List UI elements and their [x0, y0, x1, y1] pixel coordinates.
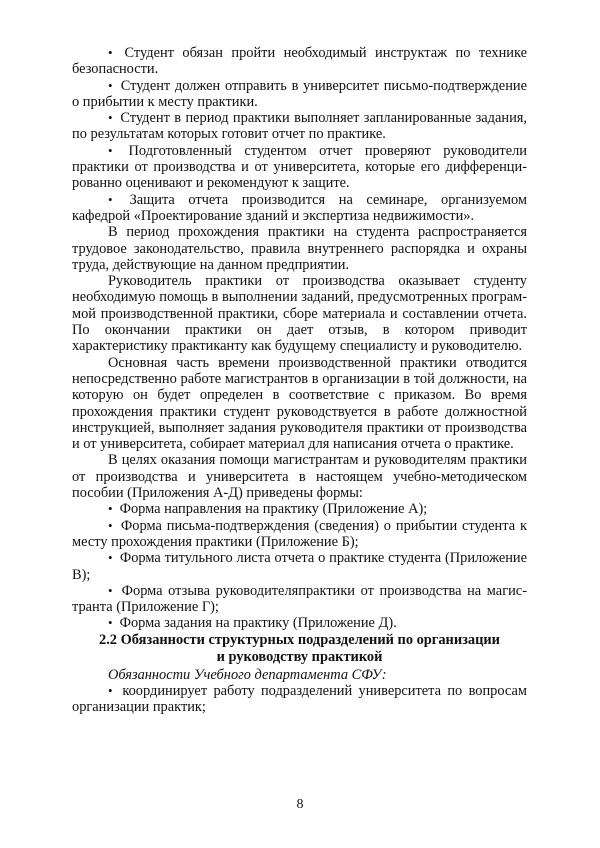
document-page [72, 45, 527, 716]
section-heading-line: 2.2 Обязанности структурных подразделений по организации [99, 631, 500, 648]
bullet-icon: • [108, 77, 113, 93]
bullet-icon: • [108, 615, 113, 631]
section-heading-line: и руководству практикой [216, 649, 383, 666]
paragraph-text: Защита отчета производится на семинаре, организуемом кафедрой «Проектирование зданий и экспертиза недвижимости». [72, 191, 527, 224]
paragraph-text: Студент обязан пройти необходимый инструктаж по технике безопасности. [72, 45, 527, 78]
bullet-paragraph [72, 110, 527, 143]
body-paragraph: Руководитель практики от производства оказывает студенту необходимую помощь в выполнении заданий, предусмотренных программой производственной практики, сборе материала и составлении отчета. По окончании практики он дает отзыв, в котором приводит характеристику практиканту как будущему специалисту и руководителю. [72, 273, 527, 355]
bullet-icon: • [108, 682, 113, 698]
paragraph-text: Форма титульного листа отчета о практике студента (Приложение В); [72, 550, 527, 583]
bullet-icon: • [108, 501, 113, 517]
paragraph-text: Форма задания на практику (Приложение Д). [119, 615, 397, 632]
bullet-icon: • [108, 110, 113, 126]
bullet-paragraph [72, 550, 527, 583]
bullet-paragraph [72, 501, 527, 517]
bullet-icon: • [108, 582, 113, 598]
bullet-paragraph [72, 45, 527, 78]
bullet-icon: • [108, 45, 113, 60]
bullet-paragraph [72, 518, 527, 551]
body-paragraph: В целях оказания помощи магистрантам и руководителям практики от производства и университета в настоящем учебно-методическом пособии (Приложения А-Д) приведены формы: [72, 452, 527, 502]
paragraph-text: Студент в период практики выполняет запланированные задания, по результатам которых готовит отчет по практике. [72, 110, 527, 143]
bullet-icon: • [108, 517, 113, 533]
bullet-paragraph [72, 615, 527, 631]
bullet-paragraph [72, 143, 527, 192]
bullet-paragraph [72, 192, 527, 225]
bullet-icon: • [108, 191, 113, 207]
body-paragraph: В период прохождения практики на студента распространяется трудовое законодательство, правила внутреннего распорядка и охраны труда, действующие на данном предприятии. [72, 224, 527, 273]
section-heading [72, 632, 527, 667]
duties-heading: Обязанности Учебного департамента СФУ: [108, 666, 387, 683]
paragraph-text: Студент должен отправить в университет письмо-подтверждение о прибытии к месту практики. [72, 77, 527, 110]
paragraph-text: Подготовленный студентом отчет проверяют руководители практики от производства и от университета, которые его дифференцированно оценивают и рекомендуют к защите. [72, 142, 527, 192]
body-paragraph: Основная часть времени производственной практики отводится непосредственно работе магистрантов в организации в той должности, на которую он будет определен в соответствие с приказом. Во время прохождения практики студент руководствуется в работе должностной инструкцией, выполняет задания руководителя практики от производства и от университета, собирает материал для написания отчета о практике. [72, 354, 527, 453]
bullet-paragraph [72, 78, 527, 111]
bullet-icon: • [108, 550, 113, 566]
paragraph-text: Форма письма-подтверждения (сведения) о прибытии студента к месту прохождения практики (Приложение Б); [72, 517, 527, 550]
bullet-paragraph [72, 583, 527, 616]
bullet-paragraph [72, 683, 527, 716]
paragraph-text: координирует работу подразделений университета по вопросам организации практик; [72, 682, 527, 716]
paragraph-text: Форма отзыва руководителяпрактики от производства на магистранта (Приложение Г); [72, 582, 527, 616]
paragraph-text: Форма направления на практику (Приложение А); [119, 501, 428, 518]
page-number: 8 [296, 797, 304, 812]
bullet-icon: • [108, 142, 113, 158]
